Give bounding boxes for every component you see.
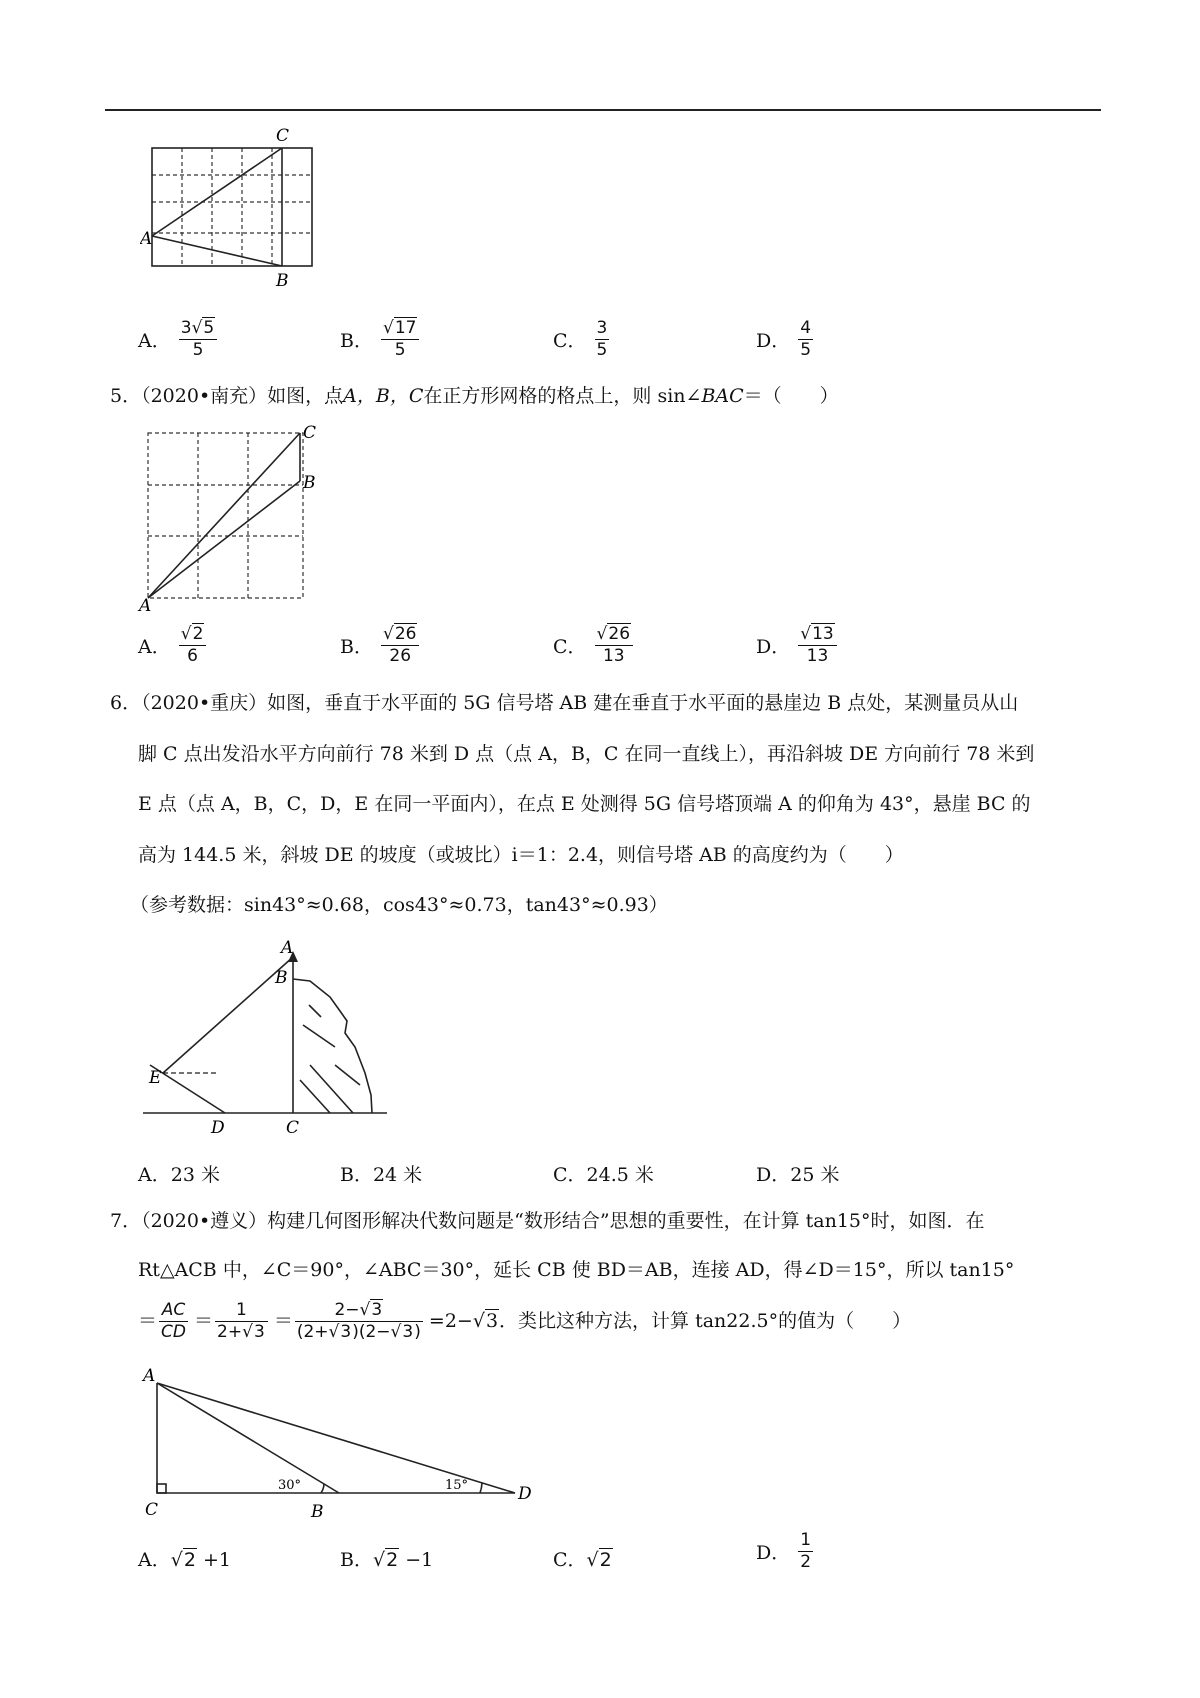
q7-option-c[interactable]: C．√2	[553, 1549, 612, 1571]
q7-option-a[interactable]: A．√2 +1	[138, 1549, 231, 1571]
q6-stem-line-3: E 点（点 A，B，C，D，E 在同一平面内），在点 E 处测得 5G 信号塔顶端 A 的仰角为 43°，悬崖 BC 的	[138, 793, 1031, 815]
q4-option-a-fraction: $\frac{3√5}{5}$	[179, 318, 218, 362]
q4-option-a[interactable]: A． $\frac{3√5}{5}$	[138, 318, 217, 362]
q4-option-c-fraction: $\frac{3}{5}$	[596, 318, 608, 361]
top-rule	[105, 109, 1101, 111]
q6-option-a[interactable]: A．23 米	[138, 1164, 220, 1186]
q6-option-b[interactable]: B．24 米	[340, 1164, 423, 1186]
q5-option-d[interactable]: D． $\frac{√13}{13}$	[756, 624, 837, 668]
q6-option-d[interactable]: D．25 米	[756, 1164, 840, 1186]
q7-label-d: D	[518, 1484, 532, 1504]
q7-option-b[interactable]: B．√2 −1	[340, 1549, 434, 1571]
q6-label-e: E	[149, 1068, 162, 1088]
q4-grid-figure	[140, 118, 330, 293]
q7-stem-line-1: 7．（2020•遵义）构建几何图形解决代数问题是“数形结合”思想的重要性，在计算 tan15°时，如图．在	[110, 1210, 985, 1232]
q6-label-b: B	[275, 968, 288, 988]
q5-option-b[interactable]: B． $\frac{√26}{26}$	[340, 624, 419, 668]
q7-stem-line-2: Rt△ACB 中，∠C＝90°，∠ABC＝30°，延长 CB 使 BD＝AB，连接 AD，得∠D＝15°，所以 tan15°	[138, 1259, 1015, 1281]
q6-stem-line-2: 脚 C 点出发沿水平方向前行 78 米到 D 点（点 A，B，C 在同一直线上），再沿斜坡 DE 方向前行 78 米到	[138, 743, 1035, 765]
q5-option-c[interactable]: C． $\frac{√26}{13}$	[553, 624, 633, 668]
q4-option-d[interactable]: D． $\frac{4}{5}$	[756, 318, 812, 361]
q5-label-b: B	[303, 473, 316, 493]
q6-stem-line-1: 6．（2020•重庆）如图，垂直于水平面的 5G 信号塔 AB 建在垂直于水平面的悬崖边 B 点处，某测量员从山	[110, 692, 1019, 714]
q5-label-c: C	[303, 423, 317, 443]
q7-angle-30: 30°	[278, 1478, 302, 1493]
q6-label-d: D	[211, 1118, 225, 1135]
q7-stem-equation: ＝ $\frac{AC}{CD}$ ＝ $\frac{1}{2+√3}$ ＝ $\frac{2-√3}{(2+√3)(2-√3)}$ =2−√3．类比这种方法，计算 tan22.5°的值为（ ）	[138, 1300, 912, 1343]
q4-option-b-fraction: $\frac{√17}{5}$	[381, 318, 419, 362]
q6-stem-line-4: 高为 144.5 米，斜坡 DE 的坡度（或坡比）i＝1：2.4，则信号塔 AB 的高度约为（ ）	[138, 844, 904, 866]
q6-option-c[interactable]: C．24.5 米	[553, 1164, 654, 1186]
q4-label-c: C	[276, 126, 290, 146]
q7-label-c: C	[145, 1500, 159, 1520]
q5-grid-figure	[135, 418, 325, 613]
q7-label-b: B	[311, 1502, 324, 1520]
q7-triangle-figure	[135, 1365, 545, 1520]
q4-option-b[interactable]: B． $\frac{√17}{5}$	[340, 318, 419, 362]
q6-tower-cliff-figure	[135, 935, 395, 1135]
q4-option-d-fraction: $\frac{4}{5}$	[800, 318, 812, 361]
q7-option-d[interactable]: D． $\frac{1}{2}$	[756, 1530, 812, 1573]
q4-label-b: B	[276, 271, 289, 291]
q6-label-a: A	[281, 938, 294, 958]
q5-stem: 5．（2020•南充）如图，点A，B，C在正方形网格的格点上，则 sin∠BAC＝（ ）	[110, 385, 839, 407]
q4-label-a: A	[140, 229, 153, 249]
q7-label-a: A	[143, 1366, 156, 1386]
q4-option-c[interactable]: C． $\frac{3}{5}$	[553, 318, 608, 361]
q6-reference-data: （参考数据：sin43°≈0.68，cos43°≈0.73，tan43°≈0.93）	[130, 894, 668, 916]
q7-angle-15: 15°	[445, 1478, 469, 1493]
q5-option-a[interactable]: A． $\frac{√2}{6}$	[138, 624, 206, 668]
q6-label-c: C	[286, 1118, 300, 1135]
q5-label-a: A	[139, 596, 152, 613]
